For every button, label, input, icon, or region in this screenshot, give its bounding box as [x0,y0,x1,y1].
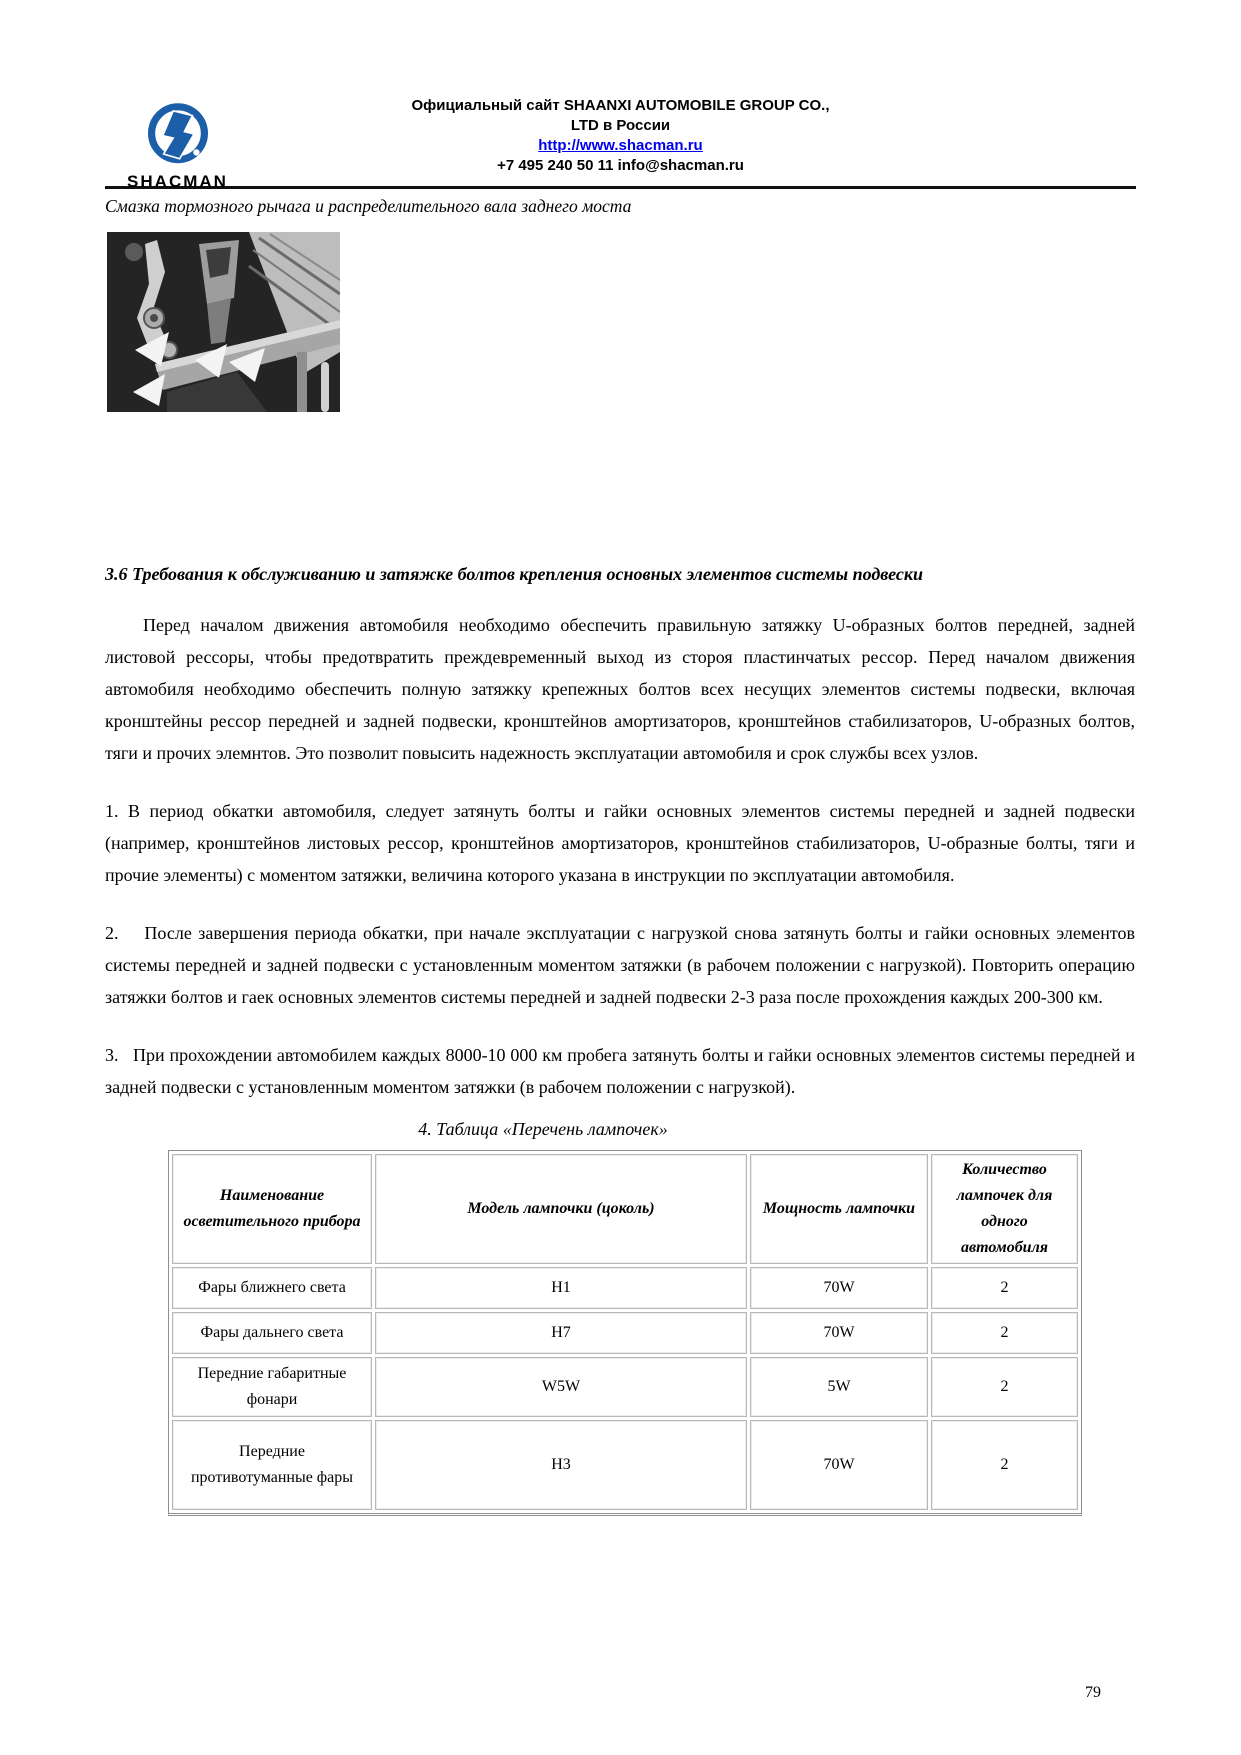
list-item-1: 1. В период обкатки автомобиля, следует затянуть болты и гайки основных элементов системы передней и задней подвески (например, кронштейнов листовых рессор, кронштейнов амортизаторов, кронштейнов стабилизаторов, U-образные болты, тяги и прочие элементы) с моментом затяжки, величина которого указана в инструкции по эксплуатации автомобиля. [105,801,1135,885]
cell-device-name: Передние габаритные фонари [172,1357,372,1417]
table-row [172,1312,1078,1354]
cell-lamp-model: H7 [375,1312,747,1354]
cell-lamp-model: H3 [375,1420,747,1510]
table-row [172,1420,1078,1510]
table-title: 4. Таблица «Перечень лампочек» [418,1119,668,1139]
header-line-2: LTD в России [570,117,671,134]
shacman-logo [110,98,245,192]
cell-lamp-quantity: 2 [931,1312,1078,1354]
cell-lamp-quantity: 2 [931,1420,1078,1510]
site-link[interactable]: http://www.shacman.ru [538,137,703,154]
col-header-lamp-model: Модель лампочки (цоколь) [375,1154,747,1264]
cell-device-name: Передние противотуманные фары [172,1420,372,1510]
cell-lamp-power: 70W [750,1267,928,1309]
cell-lamp-power: 5W [750,1357,928,1417]
list-item-3: 3. При прохождении автомобилем каждых 8000-10 000 км пробега затянуть болты и гайки основных элементов системы передней и задней подвески с установленным моментом затяжки (в рабочем положении с нагрузкой). [105,1045,1135,1097]
col-header-lamp-quantity: Количество лампочек для одного автомобиля [931,1154,1078,1264]
header-line-1: Официальный сайт SHAANXI AUTOMOBILE GROUP CO., [411,97,830,114]
col-header-lamp-power: Мощность лампочки [750,1154,928,1264]
table-row [172,1267,1078,1309]
list-item-2: 2. После завершения периода обкатки, при начале эксплуатации с нагрузкой снова затянуть болты и гайки основных элементов системы передней и задней подвески с установленным моментом затяжки (в рабочем положении с нагрузкой). Повторить операцию затяжки болтов и гаек основных элементов системы передней и задней подвески 2-3 раза после прохождения каждых 200-300 км. [105,923,1135,1007]
cell-device-name: Фары дальнего света [172,1312,372,1354]
table-header-row [172,1154,1078,1264]
page-number: 79 [1085,1684,1101,1701]
brand-wordmark: SHACMAN [127,172,228,191]
section-heading: 3.6 Требования к обслуживанию и затяжке болтов крепления основных элементов системы подвески [105,564,923,584]
header-divider [105,186,1136,189]
cell-lamp-model: H1 [375,1267,747,1309]
header-contact-block [291,96,951,176]
cell-lamp-power: 70W [750,1420,928,1510]
cell-device-name: Фары ближнего света [172,1267,372,1309]
shacman-logo-icon [138,98,218,170]
col-header-device-name: Наименование осветительного прибора [172,1154,372,1264]
lamps-table [168,1150,1082,1516]
cell-lamp-quantity: 2 [931,1267,1078,1309]
cell-lamp-model: W5W [375,1357,747,1417]
page-header [0,0,1241,191]
table-row [172,1357,1078,1417]
cell-lamp-power: 70W [750,1312,928,1354]
cell-lamp-quantity: 2 [931,1357,1078,1417]
header-contact-line: +7 495 240 50 11 info@shacman.ru [497,157,744,174]
photo-caption: Смазка тормозного рычага и распределительного вала заднего моста [105,196,632,216]
section-intro-paragraph: Перед началом движения автомобиля необходимо обеспечить правильную затяжку U-образных болтов передней, задней листовой рессоры, чтобы предотвратить преждевременный выход из стороя пластинчатых рессор. Перед началом движения автомобиля необходимо обеспечить полную затяжку крепежных болтов всех несущих элементов системы подвески, включая кронштейны рессор передней и задней подвески, кронштейнов амортизаторов, кронштейнов стабилизаторов, U-образных болтов, тяги и прочих элемнтов. Это позволит повысить надежность эксплуатации автомобиля и срок службы всех узлов. [105,615,1135,763]
brake-lever-photo [107,232,340,412]
